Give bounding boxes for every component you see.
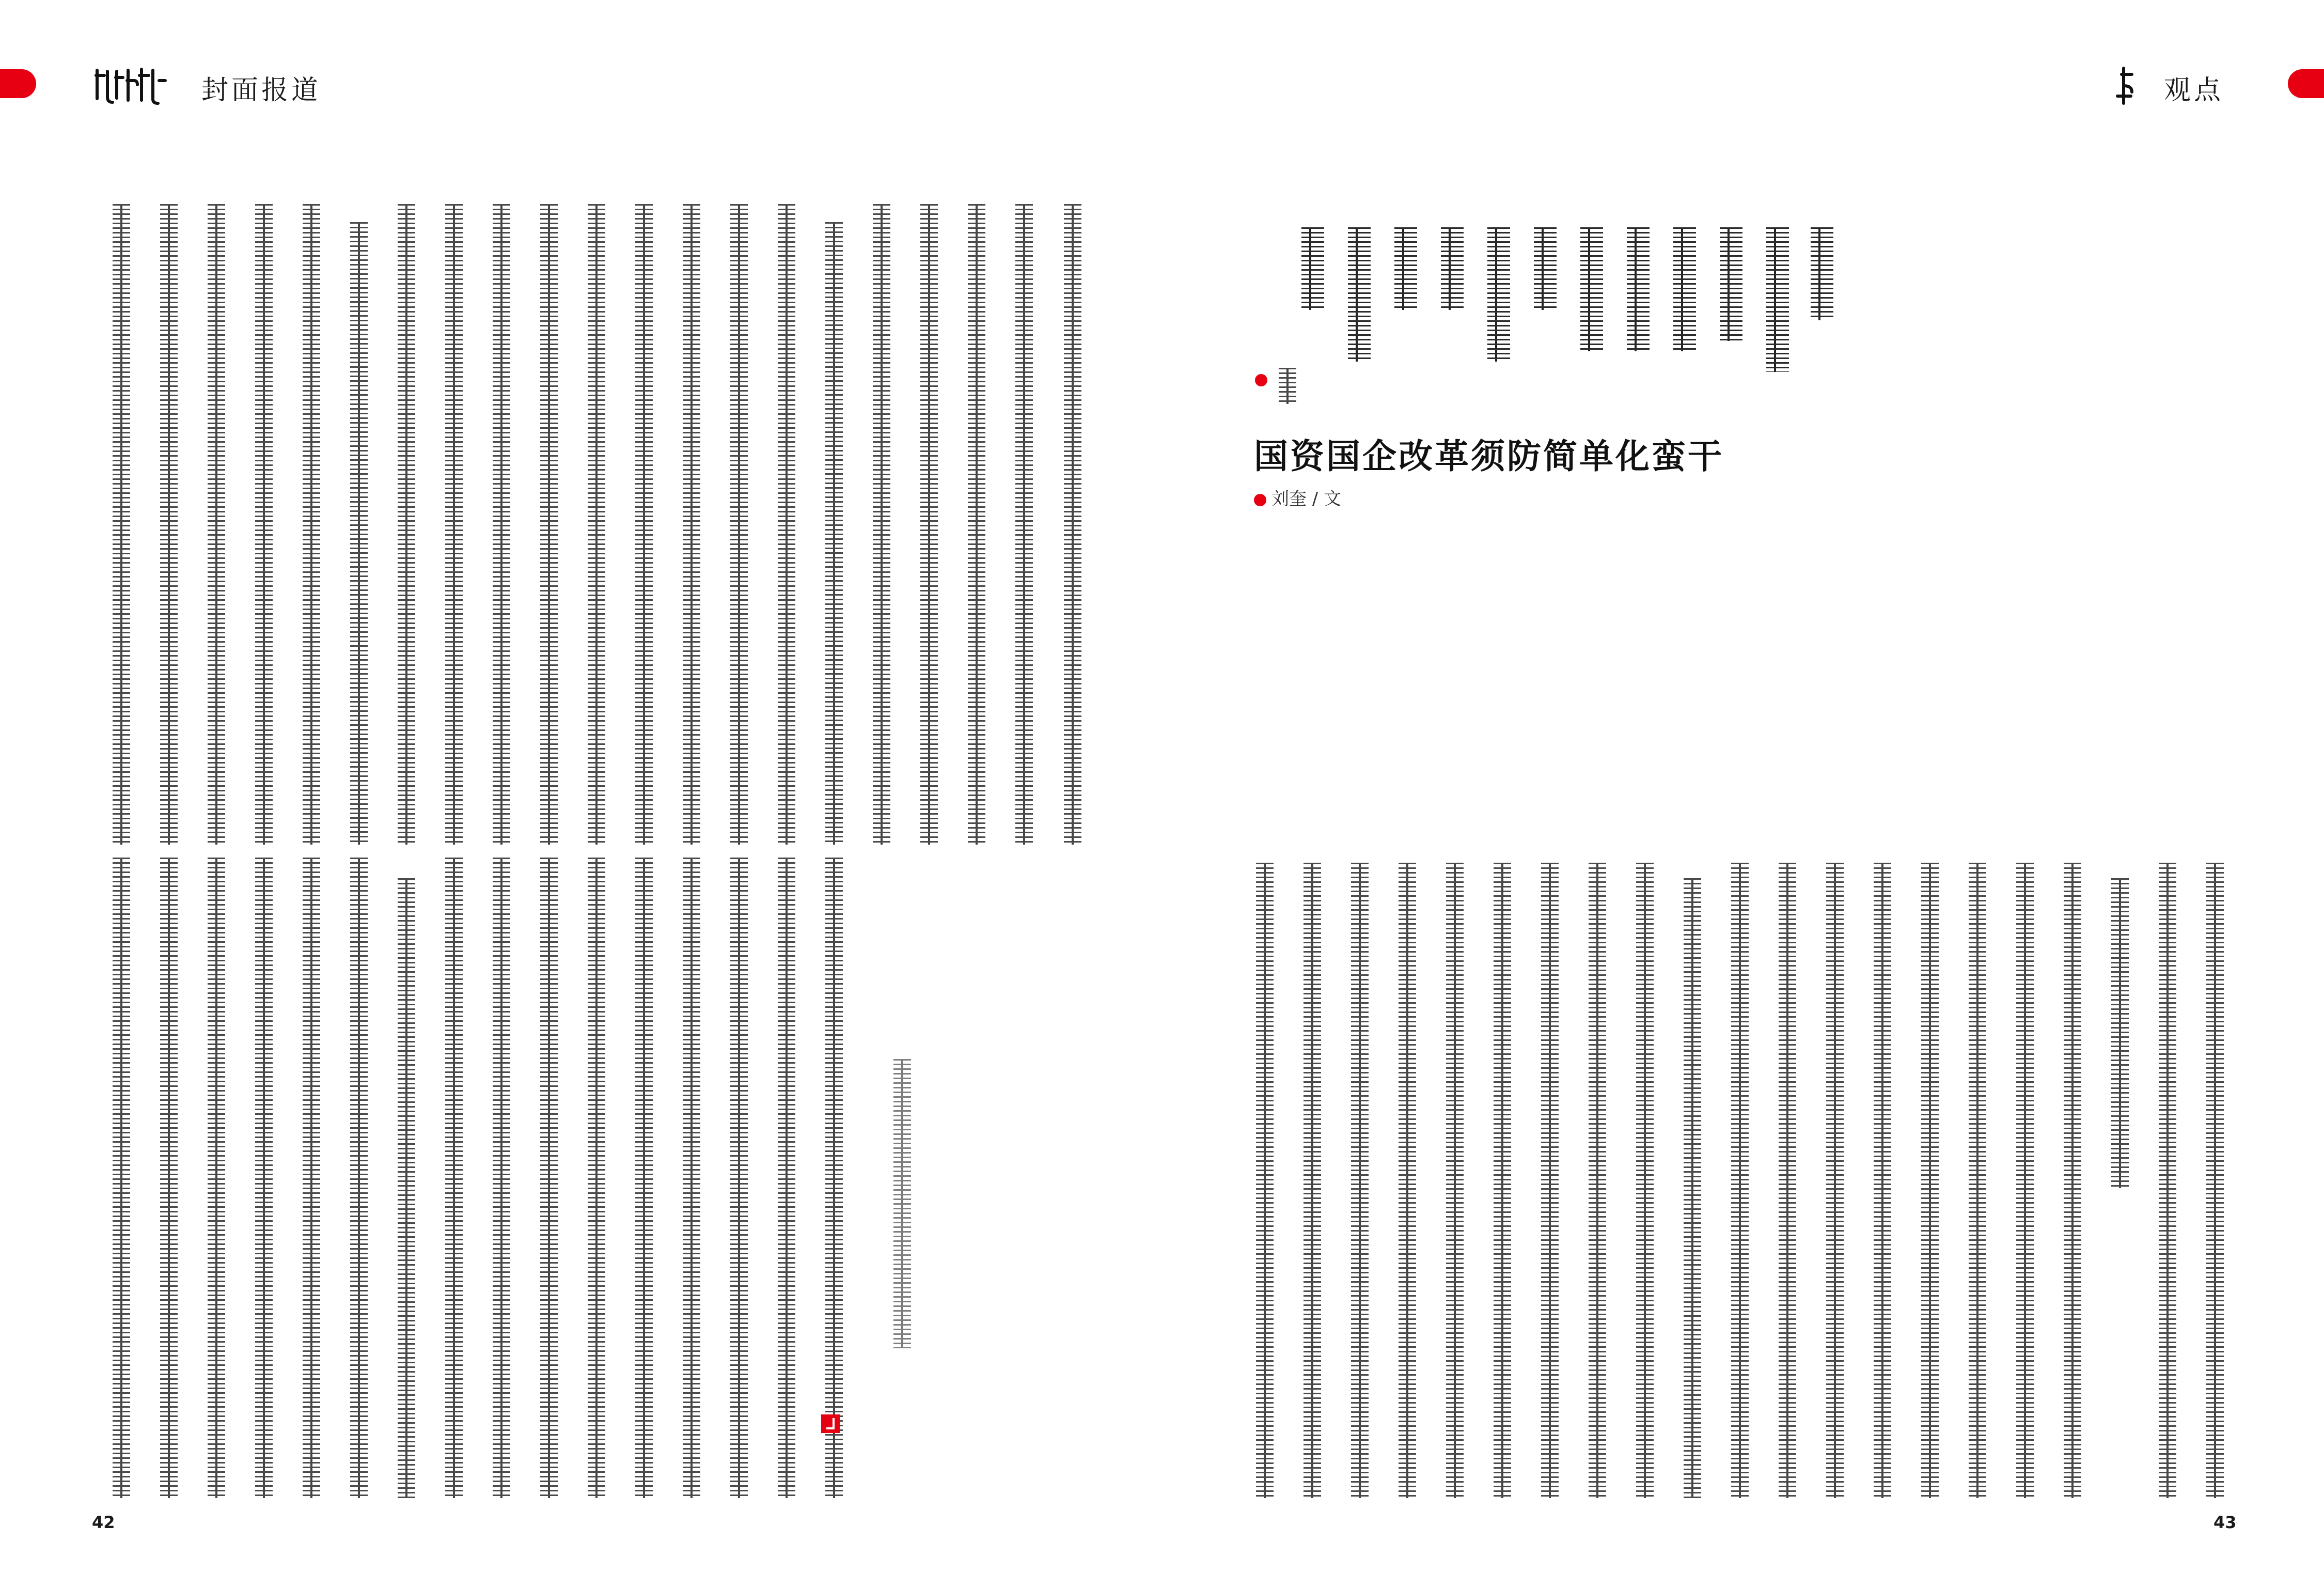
- right-section-title: 观点: [2164, 75, 2224, 106]
- author-name: 刘奎 / 文: [1271, 489, 1342, 509]
- right-red-tab: [2288, 69, 2324, 98]
- page-number-left: 42: [92, 1513, 115, 1532]
- end-mark-icon: [821, 1414, 840, 1433]
- article-author: [1254, 485, 1341, 510]
- right-header-mongolian-logo: [2112, 65, 2143, 108]
- author-dot: [1254, 494, 1266, 506]
- article-title: 国资国企改革须防简单化蛮干: [1254, 437, 1724, 476]
- page-number-right: 43: [2213, 1513, 2237, 1532]
- left-section-title: 封面报道: [201, 75, 322, 106]
- left-red-tab: [0, 69, 36, 98]
- left-header-mongolian-logo: [92, 65, 169, 106]
- author-mongolian-dot: [1255, 374, 1267, 386]
